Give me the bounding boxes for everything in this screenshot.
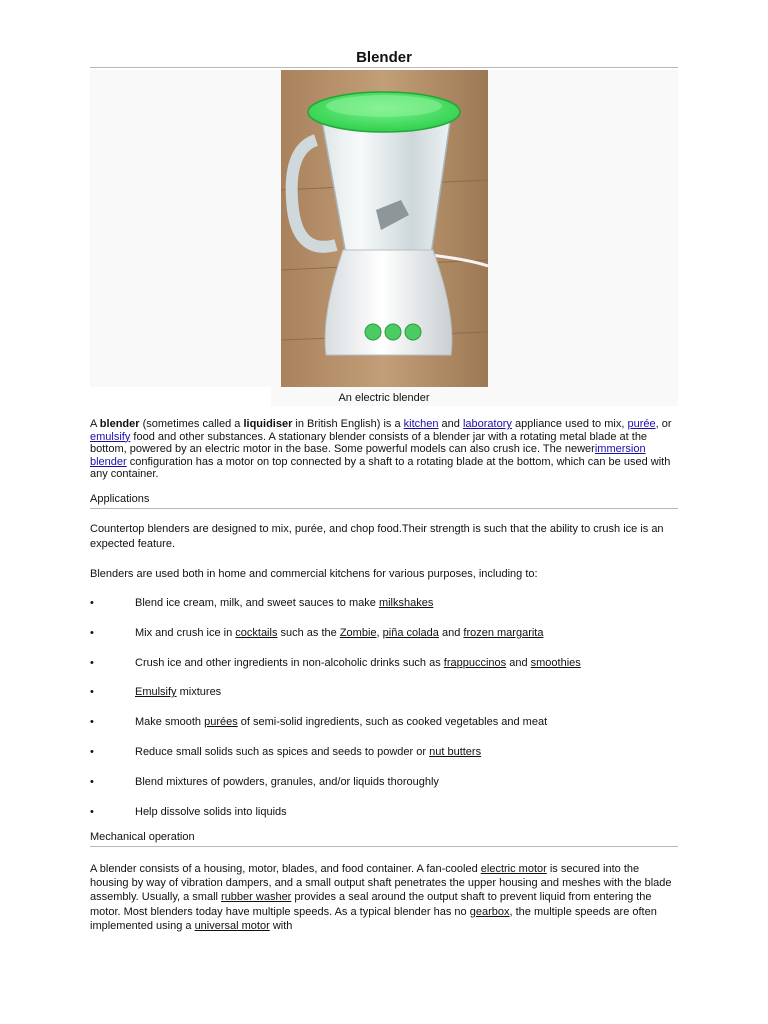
link-emulsify[interactable]: emulsify — [90, 430, 131, 443]
bullet: • — [90, 626, 94, 639]
mechanical-paragraph: A blender consists of a housing, motor, blades, and food container. A fan-cooled electric motor is secured into the housing by way of vibration dampers, and a small output shaft penetrates the upper housing and meshes with the blade assembly. Usually, a small rubber washer provides a seal around the output shaft to prevent liquid from entering the motor. Most blenders today have multiple speeds. As a typical blender has no gearbox, the multiple speeds are often implemented using a universal motor with — [90, 863, 672, 932]
list-item: • Blend ice cream, milk, and sweet sauces to make milkshakes — [90, 597, 434, 609]
link-purees[interactable]: purées — [204, 716, 238, 729]
applications-divider — [90, 508, 678, 509]
bullet: • — [90, 775, 94, 788]
link-electric-motor[interactable]: electric motor — [480, 863, 547, 875]
bullet: • — [90, 745, 94, 758]
list-item: • Blend mixtures of powders, granules, and/or liquids thoroughly — [90, 775, 439, 788]
link-emulsify-list[interactable]: Emulsify — [135, 686, 177, 699]
bullet: • — [90, 716, 94, 729]
applications-paragraph-2: Blenders are used both in home and commercial kitchens for various purposes, including to: — [90, 568, 538, 580]
list-item: • Crush ice and other ingredients in non-alcoholic drinks such as frappuccinos and smoothies — [90, 656, 581, 669]
term-liquidiser: liquidiser — [243, 418, 293, 430]
link-rubber-washer[interactable]: rubber washer — [221, 891, 292, 904]
list-item: • Help dissolve solids into liquids — [90, 805, 287, 818]
link-kitchen[interactable]: kitchen — [403, 418, 439, 430]
term-blender: blender — [99, 418, 140, 430]
list-item: • Reduce small solids such as spices and seeds to powder or nut butters — [90, 745, 482, 758]
intro-paragraph: A blender (sometimes called a liquidiser in British English) is a kitchen and laboratory appliance used to mix, purée, or emulsify food and other substances. A stationary blender consists of a blender jar with a rotating metal blade at the bottom, powered by an electric motor in the base. Some powerful models can also crush ice. The newerimmersion blender configuration has a motor on top connected by a shaft to a rotating blade at the bottom, which can be used with any container. — [90, 418, 672, 481]
section-heading-applications: Applications — [90, 493, 150, 505]
bullet: • — [90, 805, 94, 818]
list-item: • Emulsify mixtures — [90, 686, 222, 699]
applications-list — [90, 597, 678, 835]
blender-photo — [281, 70, 488, 387]
bullet: • — [90, 597, 94, 609]
link-smoothies[interactable]: smoothies — [530, 656, 581, 669]
section-heading-mechanical-operation: Mechanical operation — [90, 831, 195, 843]
figure-caption: An electric blender — [338, 392, 430, 404]
link-pina-colada[interactable]: piña colada — [382, 626, 439, 639]
page-title: Blender — [356, 49, 412, 66]
link-frozen-margarita[interactable]: frozen margarita — [463, 626, 544, 639]
link-gearbox[interactable]: gearbox — [469, 905, 510, 918]
link-laboratory[interactable]: laboratory — [462, 418, 512, 430]
figure — [90, 70, 678, 406]
bullet: • — [90, 656, 94, 669]
link-universal-motor[interactable]: universal motor — [194, 919, 270, 932]
link-nut-butters[interactable]: nut butters — [429, 745, 482, 758]
list-item: • Mix and crush ice in cocktails such as the Zombie, piña colada and frozen margarita — [90, 626, 544, 639]
link-cocktails[interactable]: cocktails — [235, 626, 278, 639]
title-divider — [90, 67, 678, 68]
link-puree[interactable]: purée — [627, 418, 656, 430]
link-frappuccinos[interactable]: frappuccinos — [443, 656, 507, 669]
applications-paragraph-1: Countertop blenders are designed to mix, purée, and chop food.Their strength is such that the ability to crush ice is an expected feature. — [90, 523, 664, 550]
mechanical-divider — [90, 846, 678, 847]
link-milkshakes[interactable]: milkshakes — [378, 597, 434, 609]
list-item: • Make smooth purées of semi-solid ingredients, such as cooked vegetables and meat — [90, 716, 548, 729]
bullet: • — [90, 686, 94, 699]
link-immersion-blender[interactable]: immersion blender — [90, 443, 646, 468]
link-zombie[interactable]: Zombie — [339, 626, 377, 639]
